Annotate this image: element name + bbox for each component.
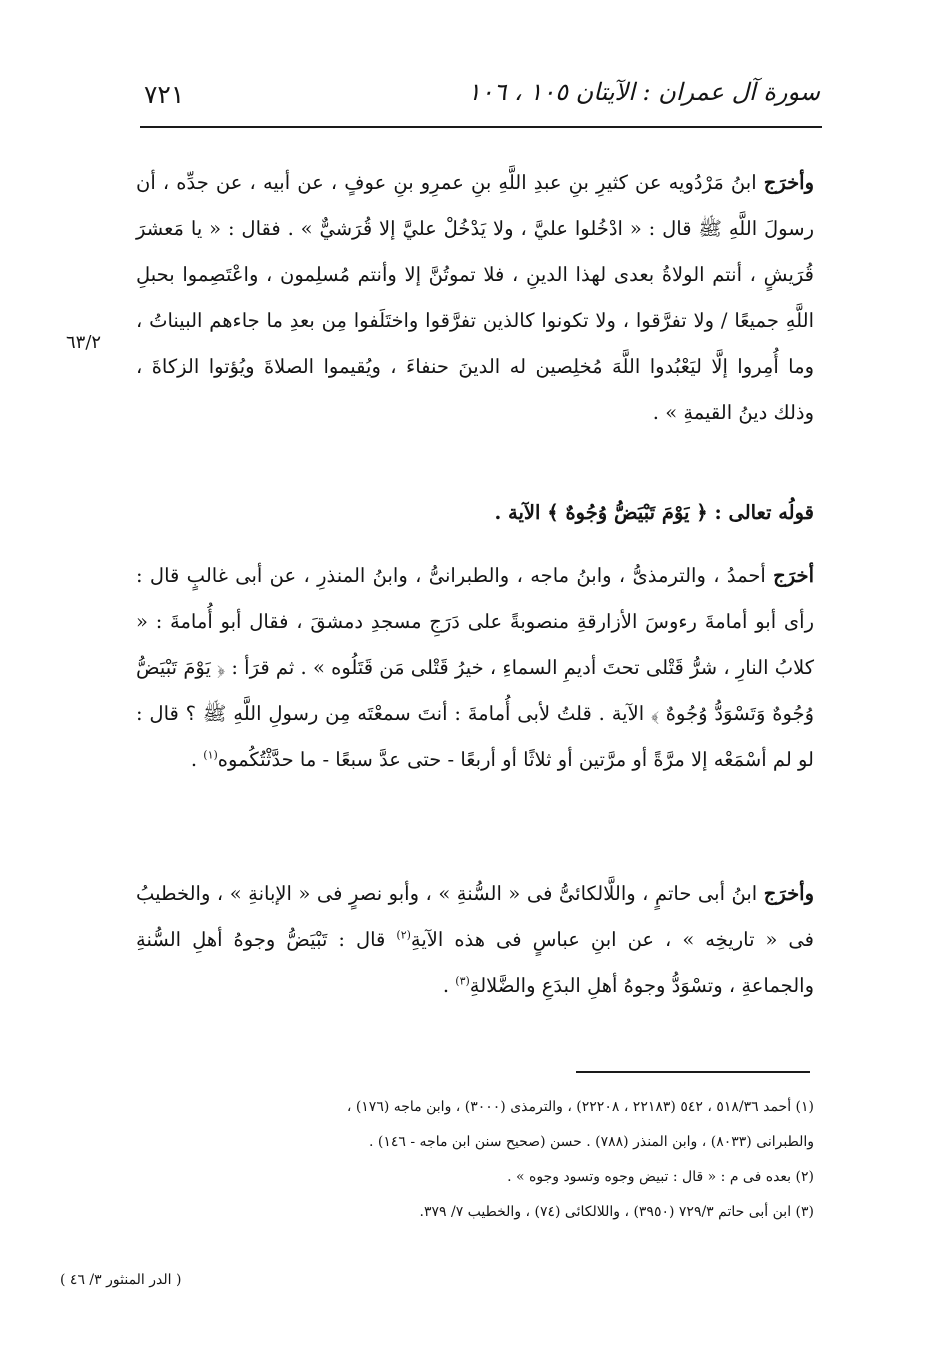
footnote-line: (٢) بعده فى م : « قال : تبيض وجوه وتسود وجوه » . — [507, 1169, 814, 1185]
footnote-ref-3: (٣) — [455, 974, 470, 988]
paragraph-1-text: ابنُ مَرْدُويه عن كثيرِ بنِ عبدِ اللَّهِ بنِ عمرِو بنِ عوفٍ ، عن أبيه ، عن جدِّه ، أن رسولَ اللَّهِ ﷺ قال : « ادْخُلوا عليَّ ، ولا يَدْخُلْ عليَّ إلا قُرَشيٌّ » . فقال : « يا مَعشرَ قُرَيشٍ ، أنتم الولاةُ بعدى لهذا الدينِ ، فلا تموتُنَّ إلا وأنتم مُسلِمون ، واعْتَصِموا بحبلِ اللَّهِ جميعًا / ولا تفرَّقوا ، ولا تكونوا كالذين تفرَّقوا واختَلَفوا مِن بعدِ ما جاءهم البيناتُ ، وما أُمِروا إلَّا ليَعْبُدوا اللَّهَ مُخلِصين له الدينَ حنفاءَ ، ويُقيموا الصلاةَ ويُؤتوا الزكاةَ ، وذلك دينُ القيمةِ » . — [136, 171, 814, 424]
footnote-ref-2: (٢) — [396, 928, 411, 942]
paragraph-1-lead: وأخرَج — [763, 171, 814, 194]
paragraph-4-tail: . — [442, 974, 456, 997]
source-reference: ( الدر المنثور ٣/ ٤٦ ) — [60, 1272, 182, 1288]
page-header — [140, 76, 822, 116]
footnote-line: (٣) ابن أبى حاتم ٧٢٩/٣ (٣٩٥٠) ، واللالكائى (٧٤) ، والخطيب ٧/ ٣٧٩. — [419, 1204, 814, 1220]
paragraph-3 — [136, 553, 814, 783]
footnote-line: والطبرانى (٨٠٣٣) ، وابن المنذر (٧٨٨) . حسن (صحيح سنن ابن ماجه - ١٤٦) . — [368, 1134, 814, 1150]
paragraph-1 — [136, 160, 814, 436]
paragraph-4-text-b: قال : تَبْيَضُّ وجوهُ أهلِ السُّنةِ والجماعةِ ، وتسْوَدُّ وجوهُ أهلِ البدَعِ والضَّلالةِ — [136, 928, 814, 997]
footnote-ref-1: (١) — [203, 748, 218, 762]
paragraph-3-text: أحمدُ ، والترمذىُّ ، وابنُ ماجه ، والطبرانىُّ ، وابنُ المنذرِ ، عن أبى غالبٍ قال : رأى أبو أمامةَ رءوسَ الأزارقةِ منصوبةً على دَرَجِ مسجدِ دمشقَ ، فقال أبو أُمامةَ : « كلابُ النارِ ، شرُّ قَتْلى تحتَ أديمِ السماءِ ، خيرُ قَتْلى مَن قَتَلُوه » . ثم قرَأ : ﴿ يَوْمَ تَبْيَضُّ وُجُوهٌ وَتَسْوَدُّ وُجُوهٌ ﴾ الآية . قلتُ لأبى أُمامةَ : أنتَ سمعْتَه مِن رسولِ اللَّهِ ﷺ ؟ قال : لو لم أسْمَعْه إلا مرَّةً أو مرَّتين أو ثلاثًا أو أربعًا - حتى عدَّ سبعًا - ما حدَّثْتُكُموه — [136, 564, 814, 771]
margin-volume-page-note: ٦٣/٢ — [66, 332, 102, 353]
header-rule — [140, 126, 822, 128]
verse-heading: قولُه تعالى : ﴿ يَوْمَ تَبْيَضُّ وُجُوهٌ ﴾ الآية . — [494, 501, 814, 524]
paragraph-4-text-a: ابنُ أبى حاتمٍ ، واللَّالكائىُّ فى « السُّنةِ » ، وأبو نصرٍ فى « الإبانةِ » ، والخطيبُ فى « تاريخِه » ، عن ابنِ عباسٍ فى هذه الآيةِ — [136, 882, 814, 951]
footnote-line: (١) أحمد ٥١٨/٣٦ ، ٥٤٢ (٢٢١٨٣ ، ٢٢٢٠٨) ، والترمذى (٣٠٠٠) ، وابن ماجه (١٧٦) ، — [346, 1099, 814, 1115]
running-title: سورة آل عمران : الآيتان ١٠٥ ، ١٠٦ — [467, 78, 820, 106]
paragraph-4-lead: وأخرَج — [763, 882, 814, 905]
footnotes — [160, 1090, 814, 1230]
paragraph-3-lead: أخرَج — [773, 564, 814, 587]
paragraph-4 — [136, 871, 814, 1009]
paragraph-3-tail: . — [190, 748, 204, 771]
page-number: ٧٢١ — [144, 80, 185, 109]
footnote-rule — [576, 1071, 810, 1073]
